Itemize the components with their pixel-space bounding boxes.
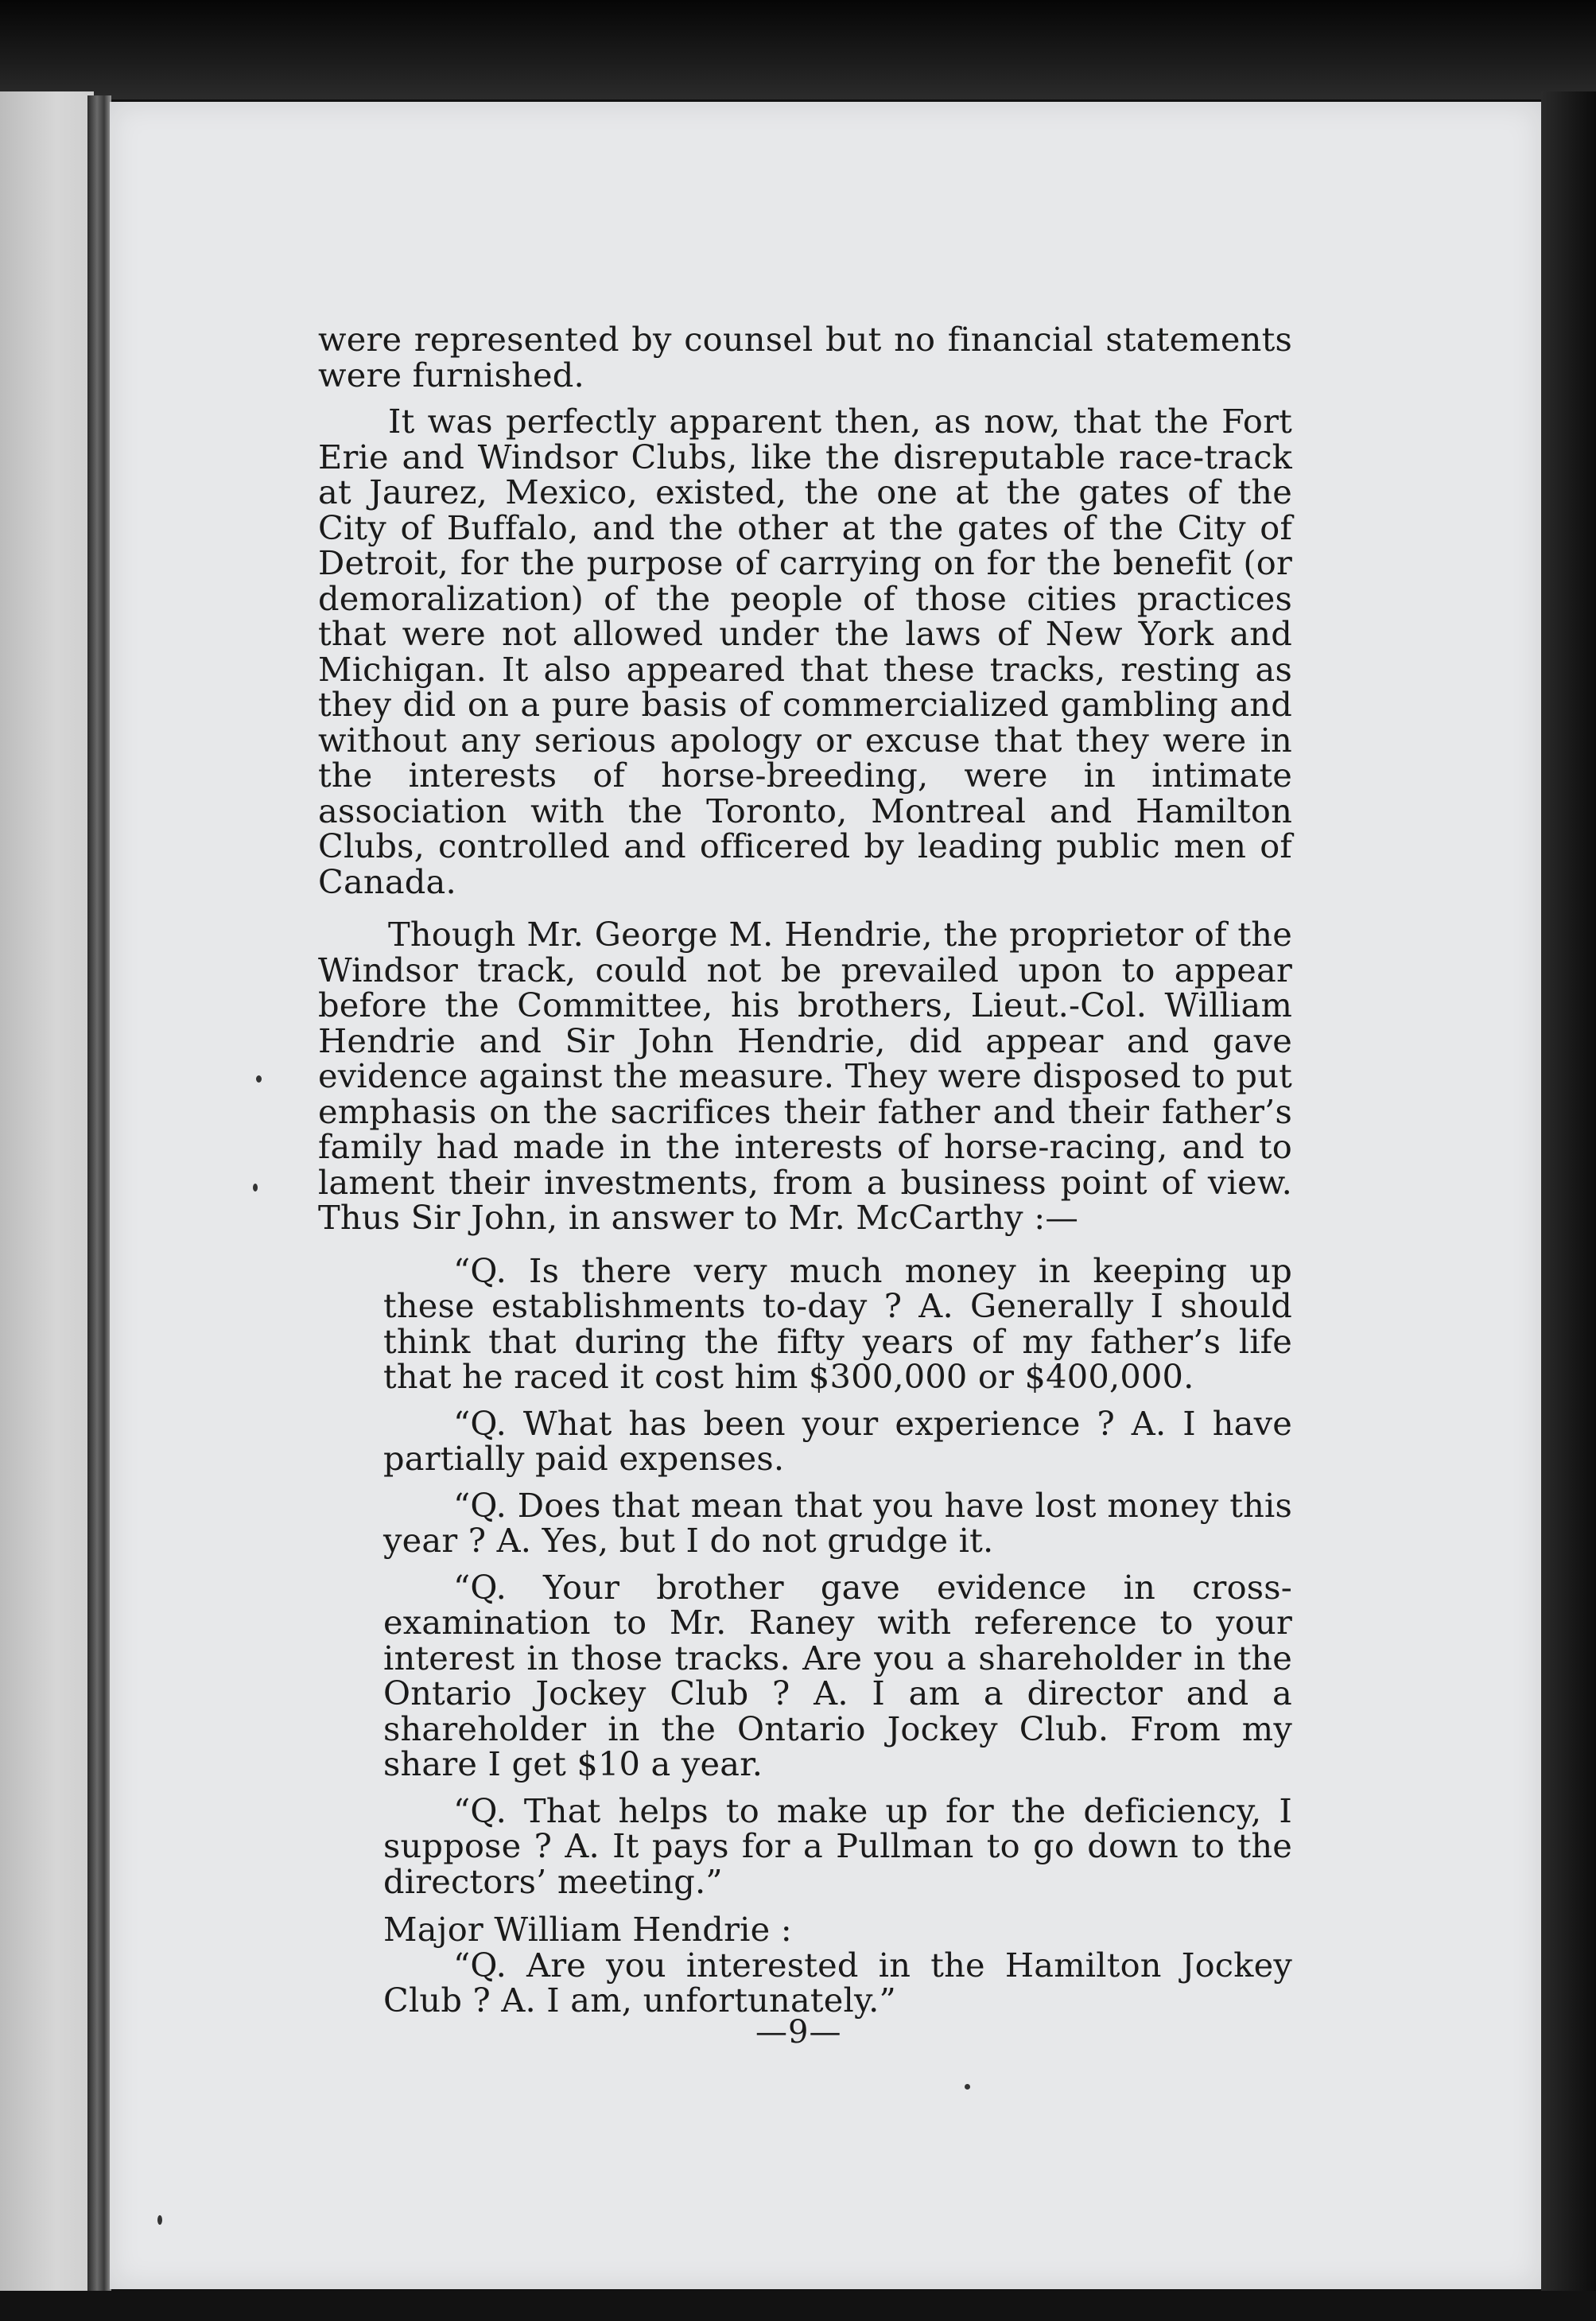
testimony-sir-john: [383, 1250, 1292, 1901]
book-spine: [87, 95, 111, 2299]
page-number: —9—: [755, 2014, 842, 2051]
margin-speck: [157, 2215, 162, 2225]
testimony-major: [383, 1945, 1292, 2020]
scan-top-border: [0, 0, 1596, 99]
facing-page-edge: [0, 91, 94, 2295]
body-text: [318, 322, 1292, 2019]
scan-right-border: [1541, 91, 1596, 2321]
margin-speck: [965, 2084, 970, 2090]
paragraph-continuation: were represented by counsel but no financial statements were furnished.: [318, 320, 1292, 395]
paragraph-fort-erie: It was perfectly apparent then, as now, that the Fort Erie and Windsor Clubs, like the disreputable race-track at Jaurez, Mexico, existed, the one at the gates of the City of Buffalo, and the other at the gates of the City of Detroit, for the purpose of carrying on for the benefit (or demoralization) of the people of those cities practices that were not allowed under the laws of New York and Michigan. It also appeared that these tracks, resting as they did on a pure basis of commercialized gambling and without any serious apology or excuse that they were in the interests of horse-breeding, were in intimate association with the Toronto, Montreal and Hamilton Clubs, controlled and officered by leading public men of Canada.: [318, 402, 1292, 901]
margin-speck: [253, 1184, 258, 1192]
testimony-item: “Q. What has been your experience ? A. I have partially paid expenses.: [383, 1403, 1292, 1478]
testimony-item: “Q. That helps to make up for the deficiency, I suppose ? A. It pays for a Pullman to go down to the directors’ meeting.”: [383, 1790, 1292, 1901]
speaker-label: Major William Hendrie :: [383, 1910, 792, 1949]
testimony-item: “Q. Is there very much money in keeping up these establishments to-day ? A. Generally I should think that during the fifty years of my father’s life that he raced it cost him $300,000 or $400,000.: [383, 1250, 1292, 1396]
testimony-item: “Q. Are you interested in the Hamilton Jockey Club ? A. I am, unfortunately.”: [383, 1945, 1292, 2020]
scan-bottom-border: [0, 2291, 1596, 2321]
margin-speck: [256, 1075, 262, 1083]
testimony-item: “Q. Does that mean that you have lost money this year ? A. Yes, but I do not grudge it.: [383, 1485, 1292, 1560]
testimony-item: “Q. Your brother gave evidence in cross-examination to Mr. Raney with reference to your interest in those tracks. Are you a shareholder in the Ontario Jockey Club ? A. I am a director and a shareholder in the Ontario Jockey Club. From my share I get $10 a year.: [383, 1567, 1292, 1783]
paragraph-hendrie: Though Mr. George M. Hendrie, the proprietor of the Windsor track, could not be prevailed upon to appear before the Committee, his brothers, Lieut.-Col. William Hendrie and Sir John Hendrie, did appear and gave evidence against the measure. They were disposed to put emphasis on the sacrifices their father and their father’s family had made in the interests of horse-racing, and to lament their investments, from a business point of view. Thus Sir John, in answer to Mr. McCarthy :—: [318, 915, 1292, 1237]
